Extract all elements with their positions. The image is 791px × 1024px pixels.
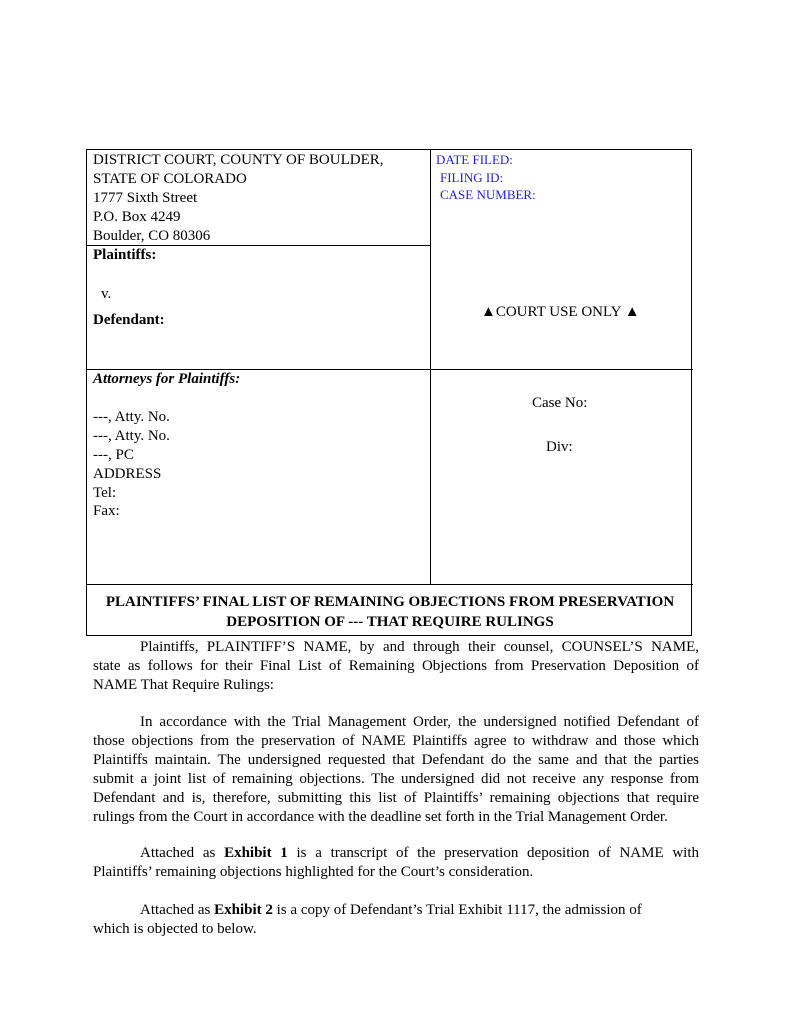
paragraph-2-line-1: In accordance with the Trial Management Order, the undersigned notified Defendant of xyxy=(140,714,699,730)
exhibit-2-label: Exhibit 2 xyxy=(214,902,273,918)
paragraph-2-line-5: Defendant and is, therefore, submitting this list of Plaintiffs’ remaining objections that require xyxy=(93,790,699,806)
document-title-line-1: PLAINTIFFS’ FINAL LIST OF REMAINING OBJECTIONS FROM PRESERVATION xyxy=(105,594,675,610)
paragraph-2-line-4: submit a joint list of remaining objections. The undersigned did not receive any response from xyxy=(93,771,699,787)
attorney-line-2: ---, Atty. No. xyxy=(93,428,170,444)
defendant-label: Defendant: xyxy=(93,312,165,328)
paragraph-4-post: is a copy of Defendant’s Trial Exhibit 1117, the admission of xyxy=(272,902,642,918)
div-label: Div: xyxy=(546,439,573,455)
paragraph-1-line-2: state as follows for their Final List of Remaining Objections from Preservation Deposition of xyxy=(93,658,699,674)
paragraph-2 xyxy=(93,713,699,827)
paragraph-4-line-2: which is objected to below. xyxy=(93,921,257,937)
attorney-line-5: Tel: xyxy=(93,485,117,501)
paragraph-2-line-6: rulings from the Court in accordance with the deadline set forth in the Trial Management Order. xyxy=(93,809,668,825)
attorney-line-6: Fax: xyxy=(93,503,120,519)
court-line-2: STATE OF COLORADO xyxy=(93,171,247,187)
paragraph-2-line-3: Plaintiffs maintain. The undersigned requested that Defendant do the same and that the parties xyxy=(93,752,699,768)
caption-divider-attorneys xyxy=(87,584,693,585)
caption-vertical-divider xyxy=(430,150,431,584)
court-line-1: DISTRICT COURT, COUNTY OF BOULDER, xyxy=(93,152,384,168)
filing-id-label: FILING ID: xyxy=(440,170,504,185)
court-line-5: Boulder, CO 80306 xyxy=(93,228,211,244)
court-line-4: P.O. Box 4249 xyxy=(93,209,181,225)
versus-label: v. xyxy=(101,286,112,302)
attorneys-heading: Attorneys for Plaintiffs: xyxy=(93,371,241,387)
court-line-3: 1777 Sixth Street xyxy=(93,190,198,206)
paragraph-3-post: is a transcript of the preservation deposition of NAME with xyxy=(287,845,699,861)
paragraph-3 xyxy=(93,844,699,882)
document-title-line-2: DEPOSITION OF --- THAT REQUIRE RULINGS xyxy=(226,614,554,630)
attorney-line-4: ADDRESS xyxy=(93,466,162,482)
attorney-line-1: ---, Atty. No. xyxy=(93,409,170,425)
paragraph-1-line-1: Plaintiffs, PLAINTIFF’S NAME, by and through their counsel, COUNSEL’S NAME, xyxy=(140,639,699,655)
paragraph-4 xyxy=(93,901,673,939)
case-no-label: Case No: xyxy=(532,395,588,411)
paragraph-1-line-3: NAME That Require Rulings: xyxy=(93,677,274,693)
paragraph-1 xyxy=(93,638,699,695)
paragraph-3-line-2: Plaintiffs’ remaining objections highlighted for the Court’s consideration. xyxy=(93,864,534,880)
exhibit-1-label: Exhibit 1 xyxy=(224,845,288,861)
paragraph-2-line-2: those objections from the preservation of NAME Plaintiffs agree to withdraw and those which xyxy=(93,733,699,749)
paragraph-4-pre: Attached as xyxy=(140,902,215,918)
attorney-line-3: ---, PC xyxy=(93,447,134,463)
court-use-only-label: ▲COURT USE ONLY ▲ xyxy=(481,304,640,320)
paragraph-3-pre: Attached as xyxy=(140,845,225,861)
case-number-label: CASE NUMBER: xyxy=(440,187,536,202)
date-filed-label: DATE FILED: xyxy=(436,152,513,167)
plaintiffs-label: Plaintiffs: xyxy=(93,247,157,263)
case-caption-table xyxy=(86,149,692,636)
